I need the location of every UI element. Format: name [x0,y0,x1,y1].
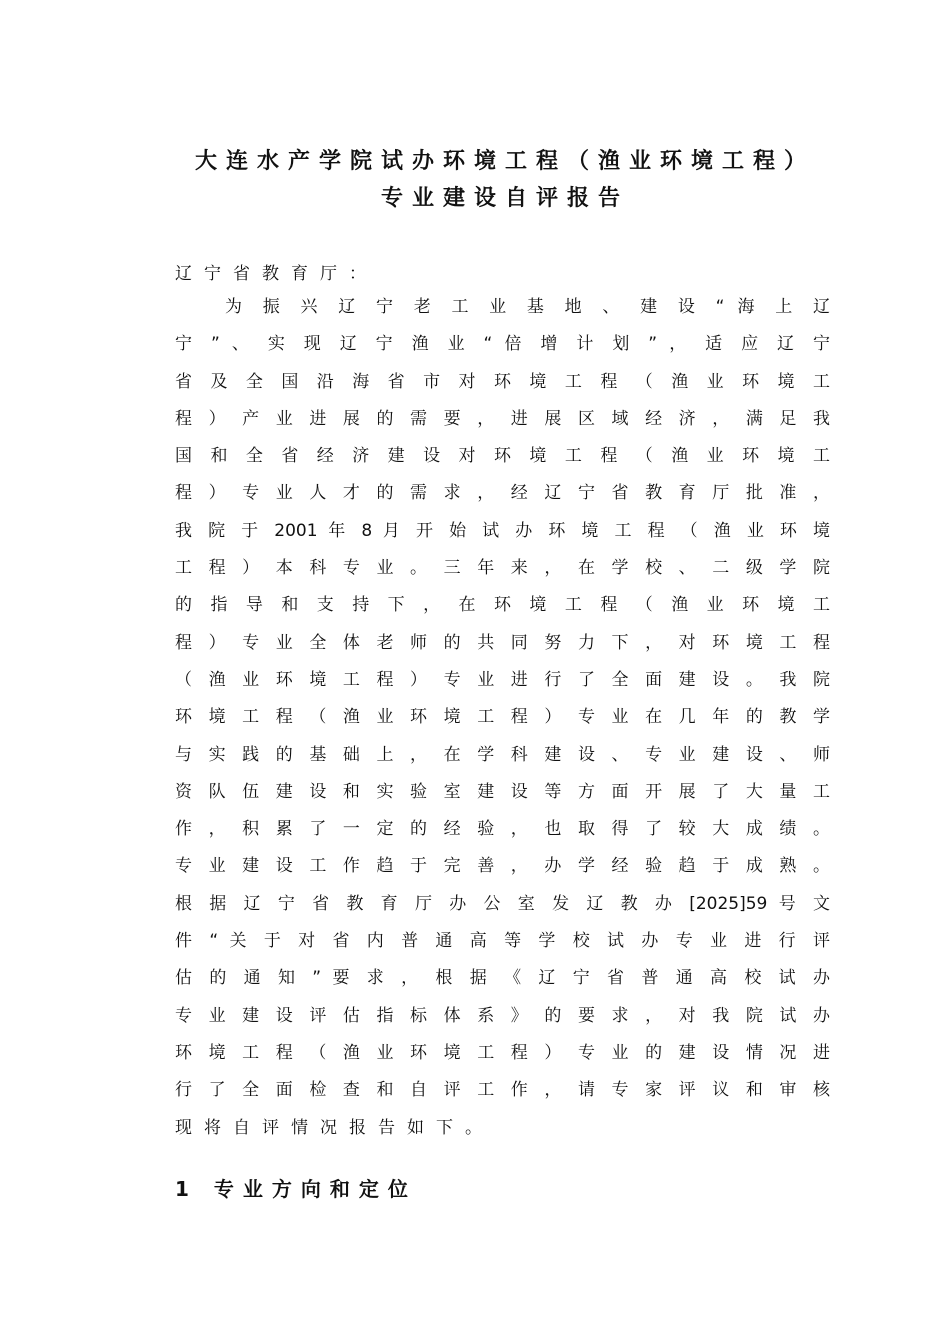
body-line: 专 业 建 设 评 估 指 标 体 系 》 的 要 求 ， 对 我 院 试 办 [175,1005,830,1026]
body-line: 作 ， 积 累 了 一 定 的 经 验 ， 也 取 得 了 较 大 成 绩 。 [175,819,830,840]
body-line: 件 “ 关 于 对 省 内 普 通 高 等 学 校 试 办 专 业 进 行 评 [175,931,830,952]
document-title-line-2: 专业建设自评报告 [380,186,629,211]
body-paragraph [175,292,830,1150]
body-line: 省 及 全 国 沿 海 省 市 对 环 境 工 程 （ 渔 业 环 境 工 [175,371,830,392]
body-line: 环 境 工 程 （ 渔 业 环 境 工 程 ） 专 业 在 几 年 的 教 学 [175,707,830,728]
section-heading: 1 专业方向和定位 [175,1177,417,1201]
body-line: 现将自评情况报告如下。 [175,1117,494,1138]
body-line: 与 实 践 的 基 础 上 ， 在 学 科 建 设 、 专 业 建 设 、 师 [175,744,830,765]
body-line: 根 据 辽 宁 省 教 育 厅 办 公 室 发 辽 教 办 [2025]59 号 文 [175,893,830,914]
body-line: 资 队 伍 建 设 和 实 验 室 建 设 等 方 面 开 展 了 大 量 工 [175,781,830,802]
body-line: 程 ） 产 业 进 展 的 需 要 ， 进 展 区 域 经 济 ， 满 足 我 [175,408,830,429]
body-line: 环 境 工 程 （ 渔 业 环 境 工 程 ） 专 业 的 建 设 情 况 进 [175,1042,830,1063]
body-line: 工 程 ） 本 科 专 业 。 三 年 来 ， 在 学 校 、 二 级 学 院 [175,558,830,579]
body-line: 宁 ” 、 实 现 辽 宁 渔 业 “ 倍 增 计 划 ” ， 适 应 辽 宁 [175,334,830,355]
body-line: 程 ） 专 业 人 才 的 需 求 ， 经 辽 宁 省 教 育 厅 批 准 ， [175,483,830,504]
salutation: 辽宁省教育厅： [175,264,378,284]
body-line: 国 和 全 省 经 济 建 设 对 环 境 工 程 （ 渔 业 环 境 工 [175,446,830,467]
body-line: 为 振 兴 辽 宁 老 工 业 基 地 、 建 设 “ 海 上 辽 [225,297,830,317]
body-line: （ 渔 业 环 境 工 程 ） 专 业 进 行 了 全 面 建 设 。 我 院 [175,669,830,690]
body-line: 我 院 于 2001 年 8 月 开 始 试 办 环 境 工 程 （ 渔 业 环 境 [175,520,830,541]
body-line: 程 ） 专 业 全 体 老 师 的 共 同 努 力 下 ， 对 环 境 工 程 [175,632,830,653]
body-line: 专 业 建 设 工 作 趋 于 完 善 ， 办 学 经 验 趋 于 成 熟 。 [175,856,830,877]
body-line: 的 指 导 和 支 持 下 ， 在 环 境 工 程 （ 渔 业 环 境 工 [175,595,830,616]
body-line: 估 的 通 知 ” 要 求 ， 根 据 《 辽 宁 省 普 通 高 校 试 办 [175,968,830,989]
document-title-line-1: 大连水产学院试办环境工程（渔业环境工程） [194,149,815,174]
body-line: 行 了 全 面 检 查 和 自 评 工 作 ， 请 专 家 评 议 和 审 核 [175,1080,830,1101]
